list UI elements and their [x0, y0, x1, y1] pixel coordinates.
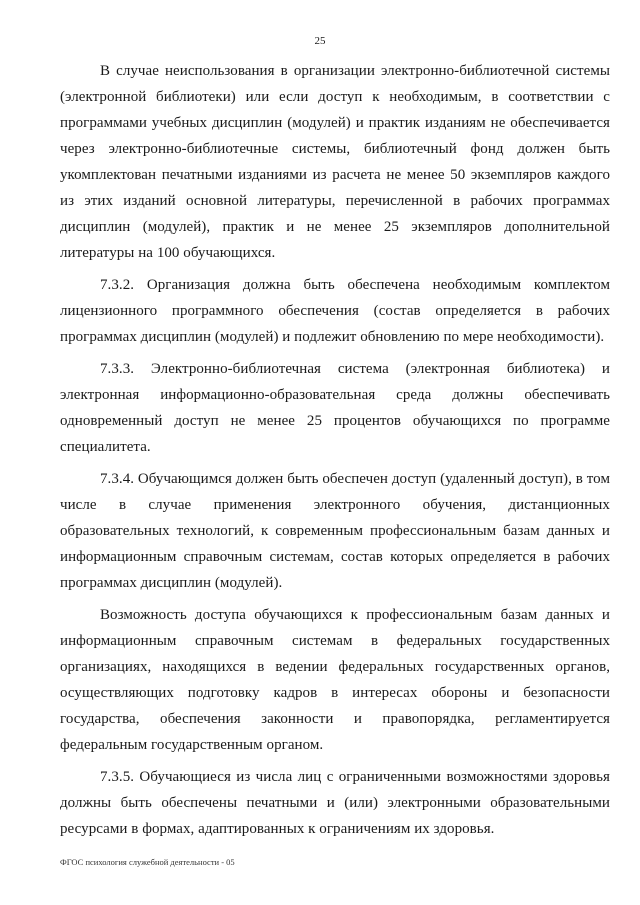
- document-body: [60, 58, 610, 848]
- page-number: 25: [314, 35, 326, 47]
- paragraph-7-3-5: 7.3.5. Обучающиеся из числа лиц с ограниченными возможностями здоровья должны быть обеспечены печатными и (или) электронными образовательными ресурсами в формах, адаптированных к ограничениям их здоровья.: [60, 769, 610, 837]
- paragraph-7-3-3: 7.3.3. Электронно-библиотечная система (электронная библиотека) и электронная информационно-образовательная среда должны обеспечивать одновременный доступ не менее 25 процентов обучающихся по программе специалитета.: [60, 361, 610, 455]
- page-footer: ФГОС психология служебной деятельности - 05: [60, 857, 235, 867]
- paragraph-database-access: Возможность доступа обучающихся к профессиональным базам данных и информационным справочным системам в федеральных государственных организациях, находящихся в ведении федеральных государственных органов, осуществляющих подготовку кадров в интересах обороны и безопасности государства, обеспечения законности и правопорядка, регламентируется федеральным государственным органом.: [60, 607, 610, 753]
- paragraph-7-3-2: 7.3.2. Организация должна быть обеспечена необходимым комплектом лицензионного программного обеспечения (состав определяется в рабочих программах дисциплин (модулей) и подлежит обновлению по мере необходимости).: [60, 277, 610, 345]
- paragraph-7-3-4: 7.3.4. Обучающимся должен быть обеспечен доступ (удаленный доступ), в том числе в случае применения электронного обучения, дистанционных образовательных технологий, к современным профессиональным базам данных и информационным справочным системам, состав которых определяется в рабочих программах дисциплин (модулей).: [60, 471, 610, 591]
- paragraph-library-fund: В случае неиспользования в организации электронно-библиотечной системы (электронной библиотеки) или если доступ к необходимым, в соответствии с программами учебных дисциплин (модулей) и практик изданиям не обеспечивается через электронно-библиотечные системы, библиотечный фонд должен быть укомплектован печатными изданиями из расчета не менее 50 экземпляров каждого из этих изданий основной литературы, перечисленной в рабочих программах дисциплин (модулей), практик и не менее 25 экземпляров дополнительной литературы на 100 обучающихся.: [60, 63, 610, 261]
